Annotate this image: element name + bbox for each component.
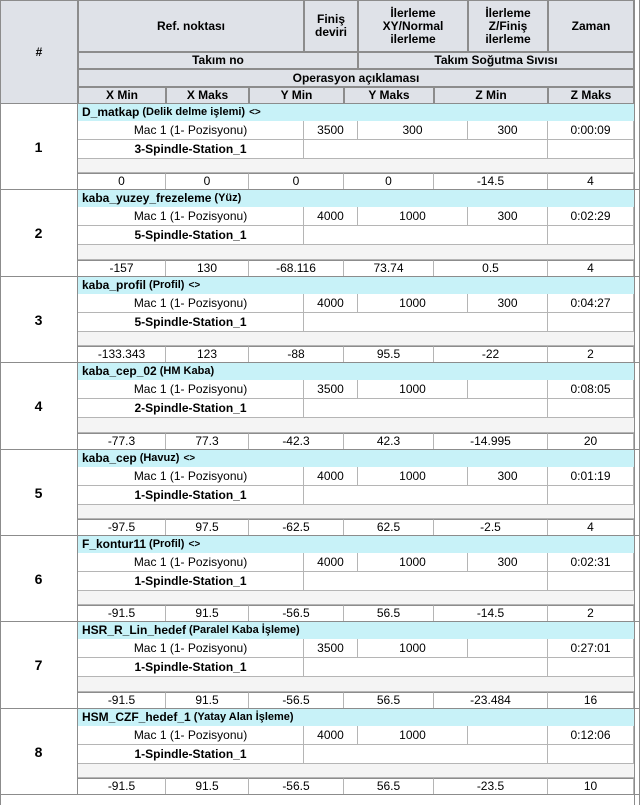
feed-z-value: 300 — [468, 207, 548, 226]
operation-title: HSM_CZF_hedef_1 — [82, 710, 191, 724]
xmax-value: 91.5 — [166, 692, 249, 709]
coolant-value — [304, 399, 548, 418]
operation-title: kaba_cep_02 — [82, 364, 157, 378]
ymin-value: -62.5 — [249, 519, 344, 536]
xmax-value: 0 — [166, 173, 249, 190]
operation-type: (Profil) — [149, 279, 185, 291]
ymin-value: -56.5 — [249, 778, 344, 795]
feed-z-value: 300 — [468, 121, 548, 140]
ymax-value: 62.5 — [344, 519, 434, 536]
zmax-value: 10 — [548, 778, 634, 795]
operation-name — [78, 104, 634, 121]
operation-title: kaba_yuzey_frezeleme — [82, 191, 212, 205]
operation-marker: <> — [188, 539, 201, 550]
feed-xy-value: 1000 — [358, 726, 468, 745]
header-ref-point: Ref. noktası — [78, 0, 304, 52]
operation-row — [0, 450, 640, 536]
ymax-value: 56.5 — [344, 692, 434, 709]
operation-name — [78, 622, 634, 639]
tool-no-value: 1-Spindle-Station_1 — [78, 658, 304, 677]
coolant-value — [304, 745, 548, 764]
operation-marker: <> — [249, 107, 261, 118]
zmin-value: -22 — [434, 346, 548, 363]
time-value: 0:04:27 — [548, 294, 634, 313]
zmax-value: 2 — [548, 346, 634, 363]
ref-point-value: Mac 1 (1- Pozisyonu) — [78, 121, 304, 140]
operation-row — [0, 277, 640, 363]
header-time: Zaman — [548, 0, 634, 52]
tool-no-value: 2-Spindle-Station_1 — [78, 399, 304, 418]
operation-row — [0, 709, 640, 795]
time-value: 0:27:01 — [548, 639, 634, 658]
time-value: 0:02:29 — [548, 207, 634, 226]
operation-name — [78, 450, 634, 467]
operation-name — [78, 363, 634, 380]
row-divider — [0, 794, 640, 795]
feed-xy-value: 1000 — [358, 294, 468, 313]
zmax-value: 20 — [548, 433, 634, 450]
xmax-value: 91.5 — [166, 605, 249, 622]
operation-number: 2 — [0, 190, 78, 277]
operation-type: (Profil) — [149, 538, 185, 550]
ymin-value: 0 — [249, 173, 344, 190]
zmax-value: 2 — [548, 605, 634, 622]
tool-extra-value — [548, 572, 634, 591]
ref-point-value: Mac 1 (1- Pozisyonu) — [78, 380, 304, 399]
operation-type: (Yatay Alan İşleme) — [193, 711, 294, 723]
zmin-value: -14.5 — [434, 173, 548, 190]
tool-no-value: 1-Spindle-Station_1 — [78, 745, 304, 764]
xmax-value: 77.3 — [166, 433, 249, 450]
operation-type: (Paralel Kaba İşleme) — [189, 624, 300, 636]
spindle-speed-value: 4000 — [304, 726, 358, 745]
tool-extra-value — [548, 226, 634, 245]
ymin-value: -88 — [249, 346, 344, 363]
ref-point-value: Mac 1 (1- Pozisyonu) — [78, 467, 304, 486]
time-value: 0:12:06 — [548, 726, 634, 745]
tool-no-value: 1-Spindle-Station_1 — [78, 486, 304, 505]
zmax-value: 4 — [548, 260, 634, 277]
coolant-value — [304, 313, 548, 332]
operation-number: 4 — [0, 363, 78, 450]
tool-extra-value — [548, 745, 634, 764]
feed-xy-value: 1000 — [358, 553, 468, 572]
tool-extra-value — [548, 140, 634, 159]
ymax-value: 95.5 — [344, 346, 434, 363]
xmin-value: -157 — [78, 260, 166, 277]
operation-description-value — [78, 245, 634, 260]
header-coolant: Takım Soğutma Sıvısı — [358, 52, 634, 69]
spindle-speed-value: 3500 — [304, 121, 358, 140]
ymin-value: -56.5 — [249, 692, 344, 709]
table-border — [634, 0, 635, 805]
feed-xy-value: 1000 — [358, 467, 468, 486]
operation-type: (Yüz) — [214, 192, 242, 204]
time-value: 0:02:31 — [548, 553, 634, 572]
feed-z-value: 300 — [468, 467, 548, 486]
header-number: # — [0, 0, 78, 104]
xmin-value: -91.5 — [78, 692, 166, 709]
operation-row — [0, 363, 640, 450]
operation-description-value — [78, 591, 634, 605]
operation-type: (HM Kaba) — [159, 365, 215, 377]
tool-no-value: 5-Spindle-Station_1 — [78, 226, 304, 245]
operation-number: 8 — [0, 709, 78, 795]
ref-point-value: Mac 1 (1- Pozisyonu) — [78, 639, 304, 658]
operation-row — [0, 622, 640, 709]
operation-number: 6 — [0, 536, 78, 622]
time-value: 0:01:19 — [548, 467, 634, 486]
feed-z-value — [468, 639, 548, 658]
header-tool-no: Takım no — [78, 52, 358, 69]
feed-xy-value: 1000 — [358, 207, 468, 226]
header-ymin: Y Min — [249, 87, 344, 104]
operation-name — [78, 709, 634, 726]
operation-description-value — [78, 159, 634, 173]
feed-xy-value: 1000 — [358, 380, 468, 399]
header-ymax: Y Maks — [344, 87, 434, 104]
xmax-value: 130 — [166, 260, 249, 277]
spindle-speed-value: 3500 — [304, 380, 358, 399]
tool-extra-value — [548, 486, 634, 505]
operation-title: kaba_cep — [82, 451, 137, 465]
time-value: 0:08:05 — [548, 380, 634, 399]
operation-number: 5 — [0, 450, 78, 536]
header-feed-z: İlerleme Z/Finiş ilerleme — [468, 0, 548, 52]
spindle-speed-value: 4000 — [304, 207, 358, 226]
operation-type: (Havuz) — [139, 452, 180, 464]
operation-marker: <> — [188, 280, 201, 291]
zmax-value: 4 — [548, 519, 634, 536]
feed-xy-value: 1000 — [358, 639, 468, 658]
operation-row — [0, 104, 640, 190]
coolant-value — [304, 658, 548, 677]
operation-type: (Delik delme işlemi) — [142, 106, 246, 118]
ymax-value: 56.5 — [344, 605, 434, 622]
zmin-value: -14.995 — [434, 433, 548, 450]
feed-xy-value: 300 — [358, 121, 468, 140]
feed-z-value — [468, 380, 548, 399]
operation-marker: <> — [183, 453, 196, 464]
zmax-value: 4 — [548, 173, 634, 190]
ymin-value: -68.116 — [249, 260, 344, 277]
operation-row — [0, 536, 640, 622]
zmin-value: 0.5 — [434, 260, 548, 277]
ymin-value: -42.3 — [249, 433, 344, 450]
xmin-value: -91.5 — [78, 605, 166, 622]
header-xmin: X Min — [78, 87, 166, 104]
tool-no-value: 5-Spindle-Station_1 — [78, 313, 304, 332]
operation-number: 7 — [0, 622, 78, 709]
operation-name — [78, 190, 634, 207]
ymax-value: 0 — [344, 173, 434, 190]
operation-title: kaba_profil — [82, 278, 147, 292]
operation-description-value — [78, 505, 634, 519]
coolant-value — [304, 226, 548, 245]
xmin-value: -91.5 — [78, 778, 166, 795]
xmax-value: 91.5 — [166, 778, 249, 795]
spindle-speed-value: 4000 — [304, 467, 358, 486]
operation-number: 1 — [0, 104, 78, 190]
header-feed-xy: İlerleme XY/Normal ilerleme — [358, 0, 468, 52]
operation-description-value — [78, 418, 634, 433]
xmin-value: -133.343 — [78, 346, 166, 363]
header-zmax: Z Maks — [548, 87, 634, 104]
table-border — [0, 0, 1, 805]
spindle-speed-value: 4000 — [304, 294, 358, 313]
feed-z-value — [468, 726, 548, 745]
spindle-speed-value: 4000 — [304, 553, 358, 572]
xmin-value: 0 — [78, 173, 166, 190]
ymax-value: 42.3 — [344, 433, 434, 450]
operation-name — [78, 536, 634, 553]
coolant-value — [304, 572, 548, 591]
xmax-value: 97.5 — [166, 519, 249, 536]
ymin-value: -56.5 — [249, 605, 344, 622]
tool-extra-value — [548, 399, 634, 418]
operation-description-value — [78, 677, 634, 692]
operation-number: 3 — [0, 277, 78, 363]
operation-title: HSR_R_Lin_hedef — [82, 623, 187, 637]
xmin-value: -77.3 — [78, 433, 166, 450]
coolant-value — [304, 140, 548, 159]
operation-description-value — [78, 332, 634, 346]
spindle-speed-value: 3500 — [304, 639, 358, 658]
ref-point-value: Mac 1 (1- Pozisyonu) — [78, 207, 304, 226]
header-xmax: X Maks — [166, 87, 249, 104]
operation-row — [0, 190, 640, 277]
operation-name — [78, 277, 634, 294]
zmin-value: -2.5 — [434, 519, 548, 536]
coolant-value — [304, 486, 548, 505]
xmax-value: 123 — [166, 346, 249, 363]
tool-extra-value — [548, 313, 634, 332]
feed-z-value: 300 — [468, 553, 548, 572]
tool-no-value: 3-Spindle-Station_1 — [78, 140, 304, 159]
zmin-value: -23.484 — [434, 692, 548, 709]
operation-title: F_kontur11 — [82, 537, 147, 551]
xmin-value: -97.5 — [78, 519, 166, 536]
zmax-value: 16 — [548, 692, 634, 709]
ymax-value: 56.5 — [344, 778, 434, 795]
ref-point-value: Mac 1 (1- Pozisyonu) — [78, 553, 304, 572]
zmin-value: -23.5 — [434, 778, 548, 795]
time-value: 0:00:09 — [548, 121, 634, 140]
tool-no-value: 1-Spindle-Station_1 — [78, 572, 304, 591]
tool-extra-value — [548, 658, 634, 677]
zmin-value: -14.5 — [434, 605, 548, 622]
header-op-desc: Operasyon açıklaması — [78, 69, 634, 87]
feed-z-value: 300 — [468, 294, 548, 313]
ref-point-value: Mac 1 (1- Pozisyonu) — [78, 726, 304, 745]
header-spindle-speed: Finiş deviri — [304, 0, 358, 52]
ref-point-value: Mac 1 (1- Pozisyonu) — [78, 294, 304, 313]
ymax-value: 73.74 — [344, 260, 434, 277]
operation-title: D_matkap — [82, 105, 140, 119]
header-zmin: Z Min — [434, 87, 548, 104]
operation-description-value — [78, 764, 634, 778]
